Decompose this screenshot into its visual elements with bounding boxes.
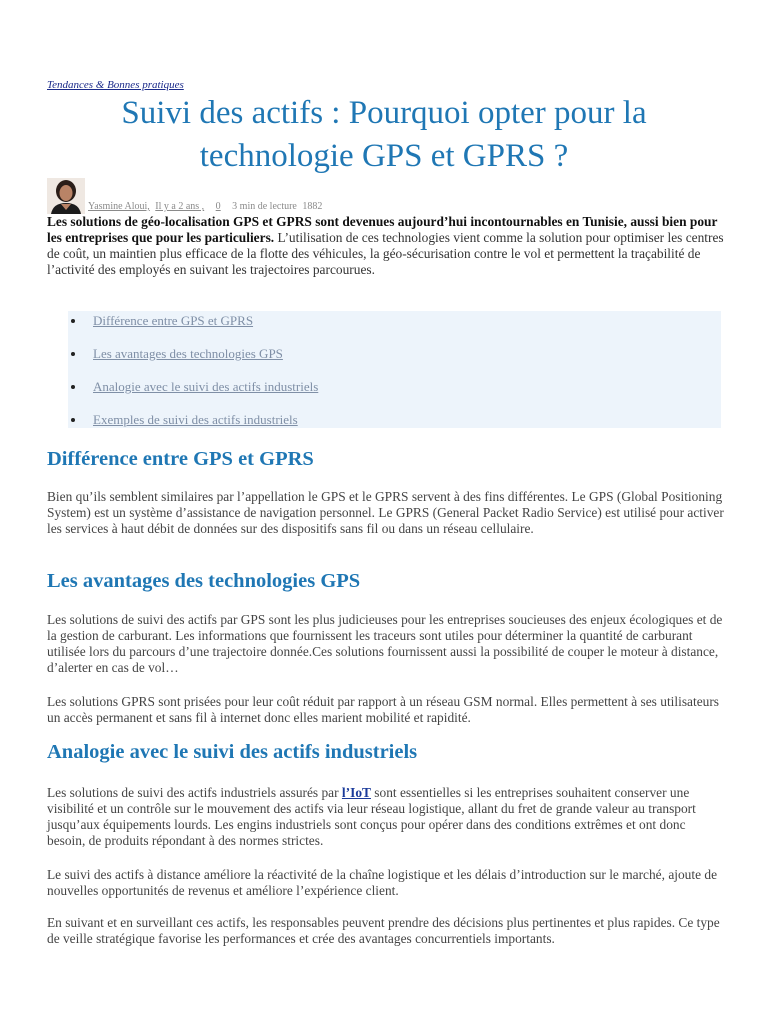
iot-link[interactable]: l’IoT <box>341 785 371 800</box>
bullet-icon <box>71 385 75 389</box>
publish-date[interactable]: Il y a 2 ans , <box>155 201 205 212</box>
toc-link[interactable]: Analogie avec le suivi des actifs industriels <box>93 379 319 394</box>
category-link[interactable]: Tendances & Bonnes pratiques <box>47 79 184 91</box>
intro-text: L’utilisation de ces technologies vient comme la solution pour optimiser les centres de coût, un maintien plus efficace de la flotte des véhicules, la géo-sécurisation contre le vol et permettent la traçabilité de l’activité des employés en suivant les trajectoires parcourues. <box>47 230 724 277</box>
comment-count[interactable]: 0 <box>215 201 221 212</box>
section-heading: Analogie avec le suivi des actifs industriels <box>47 741 418 763</box>
read-time: 3 min de lecture <box>232 201 297 212</box>
author-avatar[interactable] <box>47 178 85 214</box>
section-paragraph: Le suivi des actifs à distance améliore la réactivité de la chaîne logistique et les délais d’introduction sur le marché, ajoute de nouvelles opportunités de revenus et améliore l’expérience client. <box>47 867 718 898</box>
title-line-1: Suivi des actifs : Pourquoi opter pour la <box>121 95 647 131</box>
bullet-icon <box>71 418 75 422</box>
author-photo-icon <box>47 178 85 214</box>
section-paragraph: En suivant et en surveillant ces actifs, les responsables peuvent prendre des décisions plus pertinentes et plus rapides. Ce type de veille stratégique favorise les performances et crée des avantages concurrentiels importants. <box>47 915 720 946</box>
table-of-contents <box>68 311 721 428</box>
intro-bold: Les solutions de géo-localisation GPS et GPRS sont devenues aujourd’hui incontournables en Tunisie, aussi bien pour les entreprises que pour les particuliers. <box>47 214 718 245</box>
section-heading: Les avantages des technologies GPS <box>47 570 361 592</box>
toc-link[interactable]: Différence entre GPS et GPRS <box>93 313 254 328</box>
bullet-icon <box>71 319 75 323</box>
article-title <box>40 92 728 178</box>
author-name[interactable]: Yasmine Aloui, <box>88 201 150 212</box>
paragraph-text: sont essentielles si les entreprises souhaitent conserver une visibilité et un contrôle sur le mouvement des actifs via leur réseau logistique, allant du fret de grande valeur au transport jusqu’aux équipements lourds. Les engins industriels sont conçus pour opérer dans des conditions extrêmes et ont donc besoin, de produits répondant à des normes strictes. <box>47 785 696 848</box>
toc-link[interactable]: Exemples de suivi des actifs industriels <box>93 412 298 427</box>
title-line-2: technologie GPS et GPRS ? <box>199 138 569 174</box>
section-paragraph: Les solutions GPRS sont prisées pour leur coût réduit par rapport à un réseau GSM normal. Elles permettent à ses utilisateurs un accès permanent et sans fil à internet donc elles marient mobilité et rapidité. <box>47 694 720 725</box>
section-paragraph <box>47 785 725 849</box>
view-count: 1882 <box>302 201 323 212</box>
paragraph-text: Les solutions de suivi des actifs industriels assurés par <box>47 785 342 800</box>
article-meta <box>88 201 325 212</box>
toc-link[interactable]: Les avantages des technologies GPS <box>93 346 283 361</box>
intro-paragraph <box>47 214 725 278</box>
section-paragraph: Les solutions de suivi des actifs par GPS sont les plus judicieuses pour les entreprises soucieuses des enjeux écologiques et de la gestion de carburant. Les informations que fournissent les traceurs sont utiles pour déterminer la quantité de carburant utilisée lors du parcours d’une trajectoire donnée.Ces solutions fournissent aussi la possibilité de couper le moteur à distance, d’alerter en cas de vol… <box>47 612 723 675</box>
bullet-icon <box>71 352 75 356</box>
section-paragraph: Bien qu’ils semblent similaires par l’appellation le GPS et le GPRS servent à des fins différentes. Le GPS (Global Positioning System) est un système d’assistance de navigation personnel. Le GPRS (General Packet Radio Service) est utilisé pour activer les services à haut débit de données sur des dispositifs sans fil ou dans un réseau cellulaire. <box>47 489 724 536</box>
section-heading: Différence entre GPS et GPRS <box>47 448 314 470</box>
